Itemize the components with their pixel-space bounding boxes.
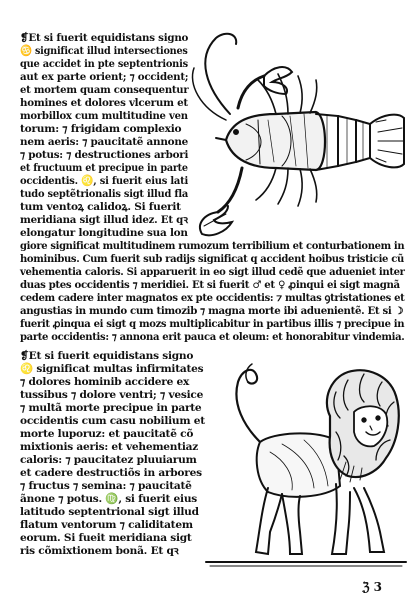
- folio-signature: ℨ 3: [362, 580, 382, 594]
- crayfish-woodcut-icon: [186, 28, 408, 242]
- text-line: eorum. Si fueit meridiana sigt: [20, 532, 192, 544]
- text-line: que accidet in pte septentrionis: [20, 58, 188, 70]
- text-line: ❡Et si fuerit equidistans signo: [20, 350, 194, 362]
- text-line: nem aeris: ⁊ paucitatẽ annone: [20, 136, 189, 148]
- text-line: caloris: ⁊ paucitatez pluuiarum: [20, 454, 197, 466]
- text-line: duas ptes occidentis ⁊ meridiei. Et si fuerit ♂ et ♀ ꝓinqui ei sigt magnã: [20, 279, 400, 291]
- text-line: homines et dolores vlcerum et: [20, 97, 188, 109]
- text-line: angustias in mundo cum timozib ⁊ magna morte ibi aduenientẽ. Et si ☽: [20, 305, 404, 317]
- text-line: ris cõmixtionem bonã. Et qꝛ: [20, 545, 179, 557]
- text-line: latitudo septentrional sigt illud: [20, 506, 199, 518]
- text-line: et fructuum et precipue in parte: [20, 162, 188, 174]
- text-line: ãnone ⁊ potus. ♍, si fuerit eius: [20, 493, 197, 505]
- text-line: occidentis cum casu nobilium et: [20, 415, 205, 427]
- text-line: ♌ significat multas infirmitates: [20, 363, 204, 375]
- text-line: tudo septẽtrionalis sigt illud fla: [20, 188, 189, 200]
- text-line: tum ventoꝝ calidoꝝ. Si fuerit: [20, 201, 181, 213]
- text-line: morte luporuz: et paucitatẽ cõ: [20, 428, 194, 440]
- text-line: fuerit ꝓinqua ei sigt q mozs multiplicabitur in partibus illis ⁊ precipue in: [20, 318, 405, 330]
- text-line: aut ex parte orient; ⁊ occident;: [20, 71, 189, 83]
- text-line: torum: ⁊ frigidam complexio: [20, 123, 182, 135]
- text-line: cedem cadere inter magnatos ex pte occidentis: ⁊ multas ꝯtristationes et: [20, 292, 405, 304]
- text-line: parte occidentis: ⁊ annona erit pauca et oleum: et honorabitur vindemia.: [20, 331, 405, 343]
- text-line: mixtionis aeris: et vehementiaz: [20, 441, 199, 453]
- text-line: ❡Et si fuerit equidistans signo: [20, 32, 189, 44]
- text-line: giore significat multitudinem rumozum terribilium et conturbationem in: [20, 240, 405, 252]
- text-line: elongatur longitudine sua lon: [20, 227, 188, 239]
- text-line: ⁊ potus: ⁊ destructiones arbori: [20, 149, 189, 161]
- text-line: ⁊ fructus ⁊ semina: ⁊ paucitatẽ: [20, 480, 192, 492]
- text-line: meridiana sigt illud idez. Et qꝛ: [20, 214, 188, 226]
- text-line: et cadere destructiõs in arbores: [20, 467, 202, 479]
- lion-woodcut-icon: [204, 356, 408, 572]
- text-line: ♋ significat illud intersectiones: [20, 45, 188, 57]
- text-line: et mortem quam consequentur: [20, 84, 189, 96]
- text-line: vehementia caloris. Si apparuerit in eo sigt illud cedẽ que adueniet inter: [20, 266, 405, 278]
- text-line: occidentis. ♌, si fuerit eius lati: [20, 175, 189, 187]
- text-line: ⁊ multã morte precipue in parte: [20, 402, 202, 414]
- text-line: tussibus ⁊ dolore ventri; ⁊ vesice: [20, 389, 204, 401]
- text-line: hominibus. Cum fuerit sub radijs significat q accident hoibus tristicie cũ: [20, 253, 404, 265]
- text-line: morbillox cum multitudine ven: [20, 110, 188, 122]
- text-line: ⁊ dolores hominib accidere ex: [20, 376, 190, 388]
- text-line: flatum ventorum ⁊ caliditatem: [20, 519, 193, 531]
